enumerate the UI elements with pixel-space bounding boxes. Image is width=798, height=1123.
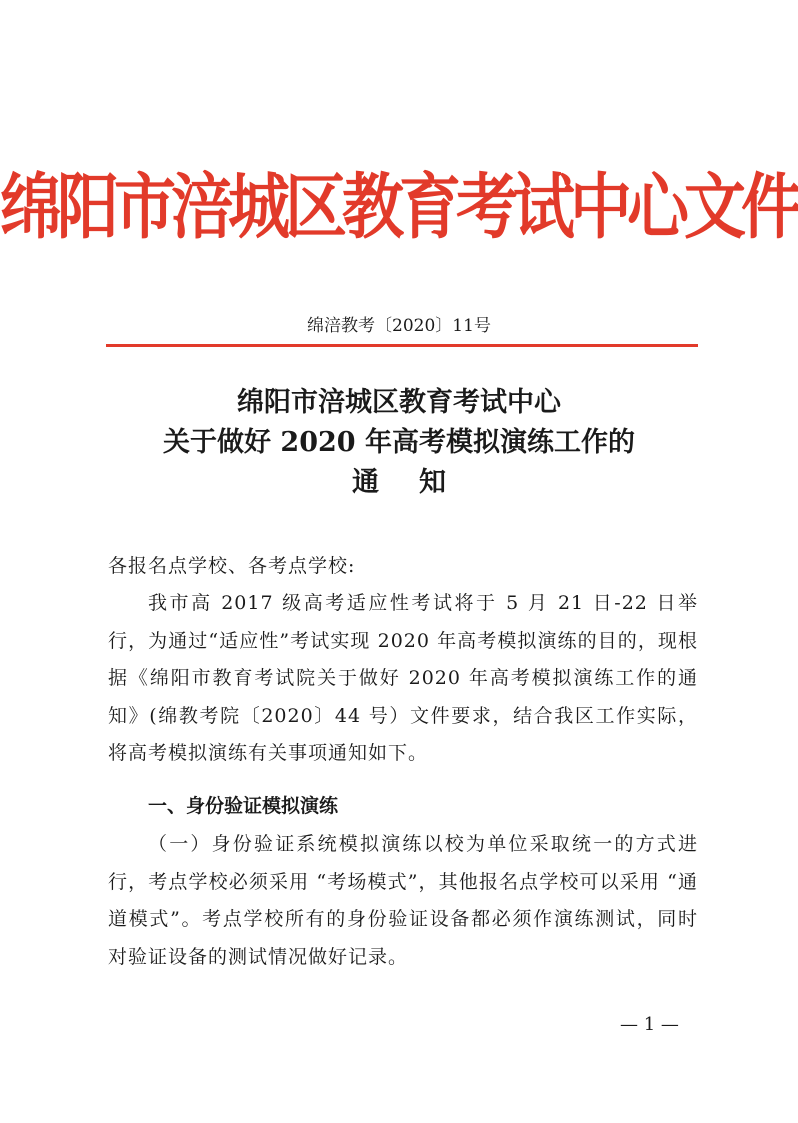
notice-title-line-2: 关于做好 2020 年高考模拟演练工作的	[163, 427, 635, 458]
salutation: 各报名点学校、各考点学校:	[108, 555, 356, 577]
section-heading-1: 一、身份验证模拟演练	[148, 795, 339, 817]
page-number: — 1 —	[620, 1014, 679, 1035]
notice-title-line-1: 绵阳市涪城区教育考试中心	[237, 387, 561, 418]
notice-title-line-3: 通知	[352, 467, 486, 498]
body-paragraph-2: （一）身份验证系统模拟演练以校为单位采取统一的方式进行，考点学校必须采用 “考场模式”，其他报名点学校可以采用 “通道模式”。考点学校所有的身份验证设备都必须作演练测试，同时对验证设备的测试情况做好记录。	[108, 833, 698, 968]
body-paragraph-1: 我市高 2017 级高考适应性考试将于 5 月 21 日-22 日举行，为通过“适应性”考试实现 2020 年高考模拟演练的目的，现根据《绵阳市教育考试院关于做好 2020 年高考模拟演练工作的通知》(绵教考院〔2020〕44 号）文件要求，结合我区工作实际，将高考模拟演练有关事项通知如下。	[108, 592, 698, 764]
document-number: 绵涪教考〔2020〕11号	[307, 316, 491, 336]
header-divider	[106, 344, 698, 347]
document-header-title: 绵阳市涪城区教育考试中心文件	[0, 164, 798, 249]
